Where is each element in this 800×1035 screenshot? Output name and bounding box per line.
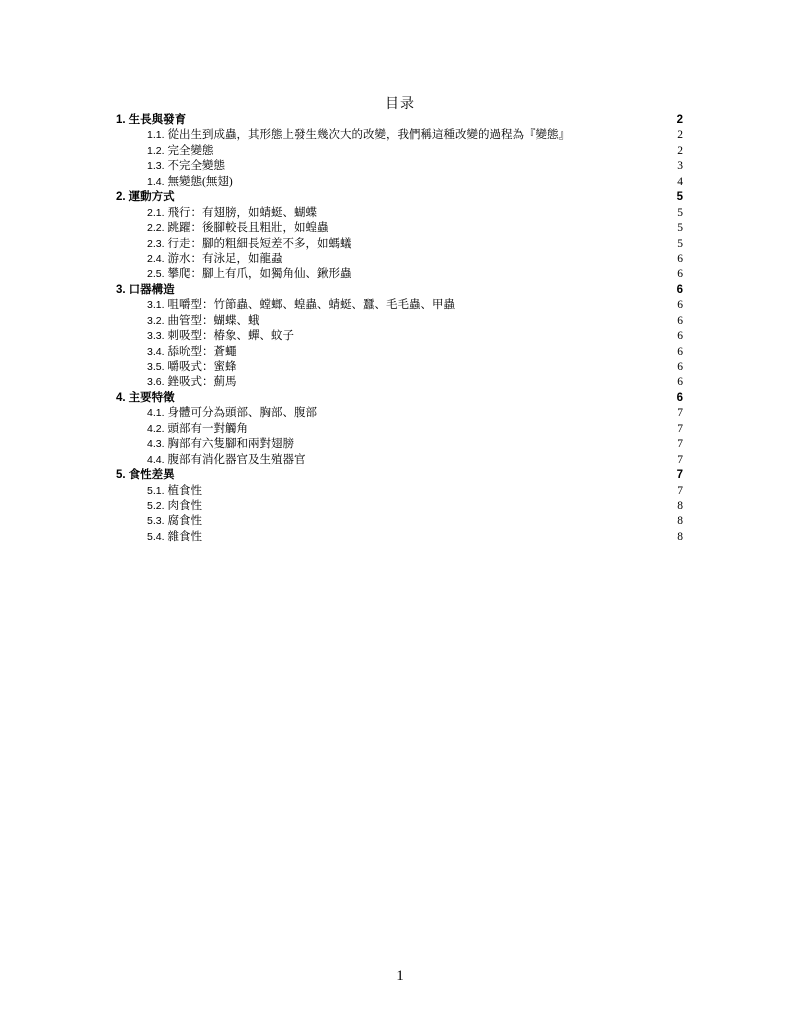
toc-entry-label: 口器構造	[128, 283, 175, 296]
toc-entry-page: 7	[677, 407, 683, 420]
toc-entry-label: 攀爬：腳上有爪，如獨角仙、鍬形蟲	[167, 268, 352, 281]
toc-entry-3[interactable]	[116, 283, 683, 298]
toc-entry-page: 6	[677, 252, 683, 265]
toc-entry-4[interactable]	[116, 391, 683, 406]
dot-leader	[307, 462, 677, 463]
toc-entry-2-3[interactable]	[116, 237, 683, 252]
toc-entry-page: 4	[677, 175, 683, 188]
dot-leader	[330, 230, 677, 231]
toc-entry-label: 刺吸型：椿象、蟬、蚊子	[167, 330, 295, 343]
toc-entry-2[interactable]	[116, 190, 683, 205]
dot-leader	[571, 137, 676, 138]
toc-entry-page: 7	[677, 438, 683, 451]
toc-entry-number: 4.	[116, 391, 126, 404]
toc-entry-label: 植食性	[167, 484, 203, 497]
toc-entry-number: 1.	[116, 114, 126, 126]
toc-entry-4-2[interactable]	[116, 422, 683, 437]
dot-leader	[284, 261, 677, 262]
toc-entry-page: 5	[677, 237, 683, 250]
toc-entry-number: 4.2.	[147, 422, 165, 435]
dot-leader	[318, 415, 676, 416]
toc-entry-1[interactable]	[116, 113, 683, 128]
dot-leader	[295, 338, 676, 339]
toc-entry-3-1[interactable]	[116, 298, 683, 313]
toc-entry-number: 1.3.	[147, 160, 165, 173]
toc-entry-3-2[interactable]	[116, 314, 683, 329]
toc-entry-number: 4.3.	[147, 438, 165, 451]
toc-entry-2-2[interactable]	[116, 221, 683, 236]
toc-entry-number: 1.4.	[147, 175, 165, 188]
dot-leader	[215, 153, 677, 154]
toc-entry-label: 游水：有泳足，如龍蝨	[167, 252, 283, 265]
toc-entry-number: 5.3.	[147, 515, 165, 528]
toc-entry-3-3[interactable]	[116, 329, 683, 344]
toc-entry-4-3[interactable]	[116, 437, 683, 452]
toc-entry-label: 完全變態	[167, 144, 214, 157]
dot-leader	[203, 493, 676, 494]
toc-entry-page: 6	[676, 391, 683, 404]
toc-entry-5[interactable]	[116, 468, 683, 483]
toc-entry-1-2[interactable]	[116, 144, 683, 159]
toc-entry-page: 6	[676, 283, 683, 296]
toc-entry-5-4[interactable]	[116, 530, 683, 545]
toc-entry-1-3[interactable]	[116, 159, 683, 174]
toc-entry-page: 7	[677, 453, 683, 466]
toc-entry-label: 運動方式	[128, 191, 175, 204]
toc-entry-number: 1.1.	[147, 129, 165, 142]
toc-entry-label: 曲管型：蝴蝶、蛾	[167, 314, 260, 327]
toc-entry-label: 行走：腳的粗細長短差不多，如螞蟻	[167, 237, 352, 250]
toc-title: 目录	[385, 97, 415, 112]
toc-entry-number: 3.2.	[147, 314, 165, 327]
dot-leader	[261, 323, 677, 324]
toc-entry-label: 銼吸式：薊馬	[167, 376, 237, 389]
toc-entry-page: 6	[677, 376, 683, 389]
toc-entry-5-2[interactable]	[116, 499, 683, 514]
toc-entry-number: 3.	[116, 283, 126, 296]
toc-entry-page: 6	[677, 345, 683, 358]
toc-entry-5-1[interactable]	[116, 484, 683, 499]
toc-entry-label: 腹部有消化器官及生殖器官	[167, 453, 306, 466]
toc-entry-number: 5.2.	[147, 499, 165, 512]
toc-entry-number: 2.3.	[147, 237, 165, 250]
toc-entry-label: 飛行：有翅膀，如蜻蜓、蝴蝶	[167, 206, 318, 219]
page-number: 1	[396, 968, 404, 984]
toc-entry-number: 4.4.	[147, 453, 165, 466]
toc-entry-label: 嚼吸式：蜜蜂	[167, 361, 237, 373]
dot-leader	[203, 539, 676, 540]
dot-leader	[234, 184, 677, 185]
toc-entry-page: 6	[677, 330, 683, 343]
toc-entry-page: 8	[677, 530, 683, 543]
table-of-contents	[116, 113, 683, 545]
toc-entry-label: 肉食性	[167, 499, 203, 512]
toc-entry-2-5[interactable]	[116, 267, 683, 282]
dot-leader	[353, 246, 677, 247]
toc-entry-number: 2.2.	[147, 222, 165, 235]
toc-entry-label: 腐食性	[167, 515, 203, 528]
dot-leader	[187, 122, 676, 123]
toc-entry-page: 5	[677, 222, 683, 235]
toc-entry-page: 5	[676, 191, 683, 204]
toc-entry-number: 2.5.	[147, 268, 165, 281]
toc-entry-number: 3.3.	[147, 330, 165, 343]
toc-entry-3-4[interactable]	[116, 345, 683, 360]
toc-entry-page: 3	[677, 160, 683, 173]
toc-entry-number: 5.4.	[147, 530, 165, 543]
dot-leader	[456, 307, 676, 308]
toc-entry-page: 6	[677, 299, 683, 312]
toc-entry-label: 咀嚼型：竹節蟲、螳螂、蝗蟲、蜻蜓、蠶、毛毛蟲、甲蟲	[167, 299, 456, 312]
toc-entry-number: 3.1.	[147, 299, 165, 312]
dot-leader	[176, 400, 676, 401]
toc-entry-page: 2	[677, 144, 683, 157]
toc-entry-label: 主要特徵	[128, 391, 175, 404]
toc-entry-number: 2.	[116, 191, 126, 204]
toc-entry-page: 6	[677, 361, 683, 373]
toc-entry-number: 4.1.	[147, 407, 165, 420]
dot-leader	[238, 369, 677, 370]
toc-entry-4-1[interactable]	[116, 406, 683, 421]
toc-entry-label: 舔吮型：蒼蠅	[167, 345, 237, 358]
dot-leader	[295, 446, 676, 447]
toc-entry-number: 2.1.	[147, 206, 165, 219]
toc-entry-number: 2.4.	[147, 252, 165, 265]
toc-entry-page: 7	[676, 469, 683, 482]
toc-entry-label: 從出生到成蟲，其形態上發生幾次大的改變，我們稱這種改變的過程為『變態』	[167, 129, 571, 142]
toc-entry-page: 8	[677, 515, 683, 528]
toc-entry-page: 5	[677, 206, 683, 219]
toc-entry-label: 雜食性	[167, 530, 203, 543]
dot-leader	[318, 215, 676, 216]
dot-leader	[353, 276, 677, 277]
toc-entry-label: 頭部有一對觸角	[167, 422, 249, 435]
toc-entry-2-4[interactable]	[116, 252, 683, 267]
toc-entry-number: 3.4.	[147, 345, 165, 358]
toc-entry-3-5[interactable]	[116, 360, 683, 375]
toc-entry-page: 7	[677, 422, 683, 435]
toc-entry-4-4[interactable]	[116, 453, 683, 468]
toc-entry-number: 3.5.	[147, 361, 165, 373]
dot-leader	[176, 292, 676, 293]
dot-leader	[238, 354, 677, 355]
dot-leader	[176, 477, 676, 478]
toc-entry-page: 6	[677, 268, 683, 281]
toc-entry-number: 3.6.	[147, 376, 165, 389]
toc-entry-label: 不完全變態	[167, 160, 226, 173]
toc-entry-page: 6	[677, 314, 683, 327]
dot-leader	[176, 199, 676, 200]
toc-entry-page: 7	[677, 484, 683, 497]
dot-leader	[203, 508, 676, 509]
toc-entry-label: 生長與發育	[128, 114, 187, 126]
toc-entry-3-6[interactable]	[116, 375, 683, 390]
toc-entry-number: 5.	[116, 469, 126, 482]
toc-entry-page: 2	[677, 129, 683, 142]
toc-entry-label: 胸部有六隻腳和兩對翅膀	[167, 438, 295, 451]
toc-entry-label: 無變態(無翅)	[167, 175, 233, 188]
toc-entry-1-4[interactable]	[116, 175, 683, 190]
dot-leader	[226, 168, 676, 169]
dot-leader	[238, 384, 677, 385]
toc-entry-page: 8	[677, 499, 683, 512]
toc-entry-2-1[interactable]	[116, 206, 683, 221]
toc-entry-label: 身體可分為頭部、胸部、腹部	[167, 407, 318, 420]
toc-entry-number: 1.2.	[147, 144, 165, 157]
dot-leader	[203, 523, 676, 524]
toc-entry-1-1[interactable]	[116, 128, 683, 143]
dot-leader	[249, 431, 676, 432]
toc-entry-number: 5.1.	[147, 484, 165, 497]
toc-entry-label: 跳躍：後腳較長且粗壯，如蝗蟲	[167, 222, 329, 235]
toc-entry-page: 2	[676, 114, 683, 126]
toc-entry-5-3[interactable]	[116, 514, 683, 529]
toc-entry-label: 食性差異	[128, 469, 175, 482]
